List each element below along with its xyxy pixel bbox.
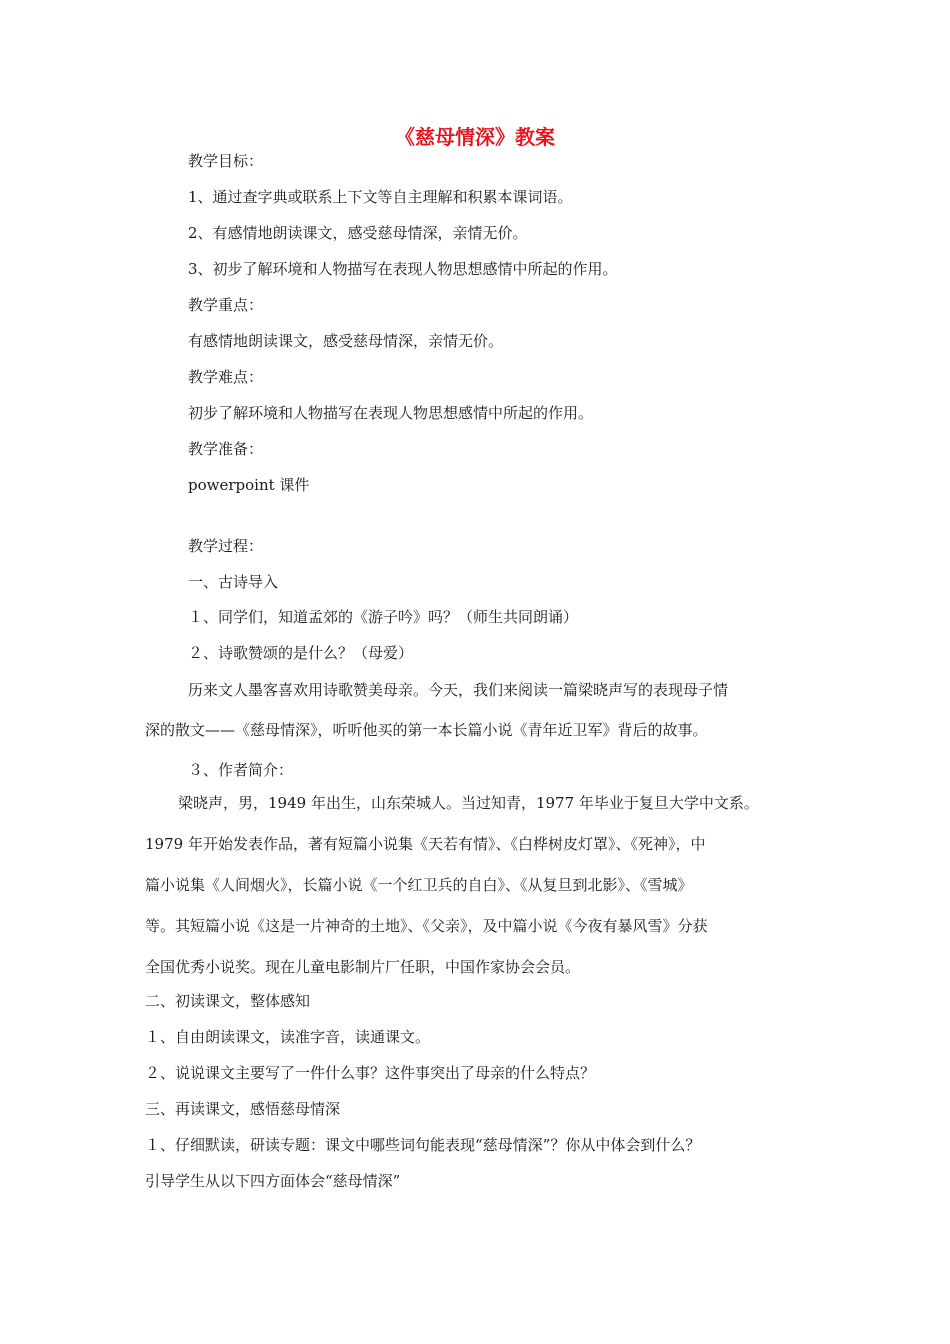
heading-difficulties: 教学难点： — [188, 368, 264, 386]
section-2-item-2: ２、说说课文主要写了一件什么事？这件事突出了母亲的什么特点？ — [145, 1064, 596, 1082]
section-1-item-2: ２、诗歌赞颂的是什么？（母爱） — [188, 644, 414, 662]
paragraph-intro-line-1: 历来文人墨客喜欢用诗歌赞美母亲。今天，我们来阅读一篇梁晓声写的表现母子情 — [188, 681, 729, 699]
heading-key-points: 教学重点： — [188, 296, 264, 314]
goal-item-2: 2、有感情地朗读课文，感受慈母情深，亲情无价。 — [188, 224, 528, 242]
section-3-heading: 三、再读课文，感悟慈母情深 — [145, 1100, 341, 1118]
document-title: 《慈母情深》教案 — [395, 125, 555, 149]
author-bio-line-2: 1979 年开始发表作品，著有短篇小说集《天若有情》、《白桦树皮灯罩》、《死神》，中 — [145, 835, 706, 853]
paragraph-intro-line-2: 深的散文——《慈母情深》，听听他买的第一本长篇小说《青年近卫军》背后的故事。 — [145, 721, 708, 739]
section-3-guidance: 引导学生从以下四方面体会“慈母情深” — [145, 1172, 401, 1190]
author-bio-line-3: 篇小说集《人间烟火》，长篇小说《一个红卫兵的自白》、《从复旦到北影》、《雪城》 — [145, 876, 693, 894]
author-bio-line-4: 等。其短篇小说《这是一片神奇的土地》、《父亲》，及中篇小说《今夜有暴风雪》分获 — [145, 917, 708, 935]
heading-teaching-goals: 教学目标： — [188, 152, 264, 170]
preparation-text: powerpoint 课件 — [188, 476, 310, 494]
goal-item-1: 1、通过查字典或联系上下文等自主理解和积累本课词语。 — [188, 188, 573, 206]
section-2-heading: 二、初读课文，整体感知 — [145, 992, 311, 1010]
difficulty-text: 初步了解环境和人物描写在表现人物思想感情中所起的作用。 — [188, 404, 594, 422]
section-1-heading: 一、古诗导入 — [188, 573, 279, 591]
section-3-item-1: １、仔细默读，研读专题：课文中哪些词句能表现“慈母情深”？你从中体会到什么？ — [145, 1136, 701, 1154]
section-1-item-1: １、同学们，知道孟郊的《游子吟》吗？（师生共同朗诵） — [188, 608, 579, 626]
author-bio-line-1: 梁晓声，男，1949 年出生，山东荣城人。当过知青，1977 年毕业于复旦大学中文系。 — [178, 794, 759, 812]
section-2-item-1: １、自由朗读课文，读准字音，读通课文。 — [145, 1028, 431, 1046]
heading-process: 教学过程： — [188, 537, 264, 555]
section-1-item-3: ３、作者简介： — [188, 761, 294, 779]
author-bio-line-5: 全国优秀小说奖。现在儿童电影制片厂任职，中国作家协会会员。 — [145, 958, 581, 976]
key-point-text: 有感情地朗读课文，感受慈母情深，亲情无价。 — [188, 332, 504, 350]
goal-item-3: 3、初步了解环境和人物描写在表现人物思想感情中所起的作用。 — [188, 260, 618, 278]
heading-preparation: 教学准备： — [188, 440, 264, 458]
